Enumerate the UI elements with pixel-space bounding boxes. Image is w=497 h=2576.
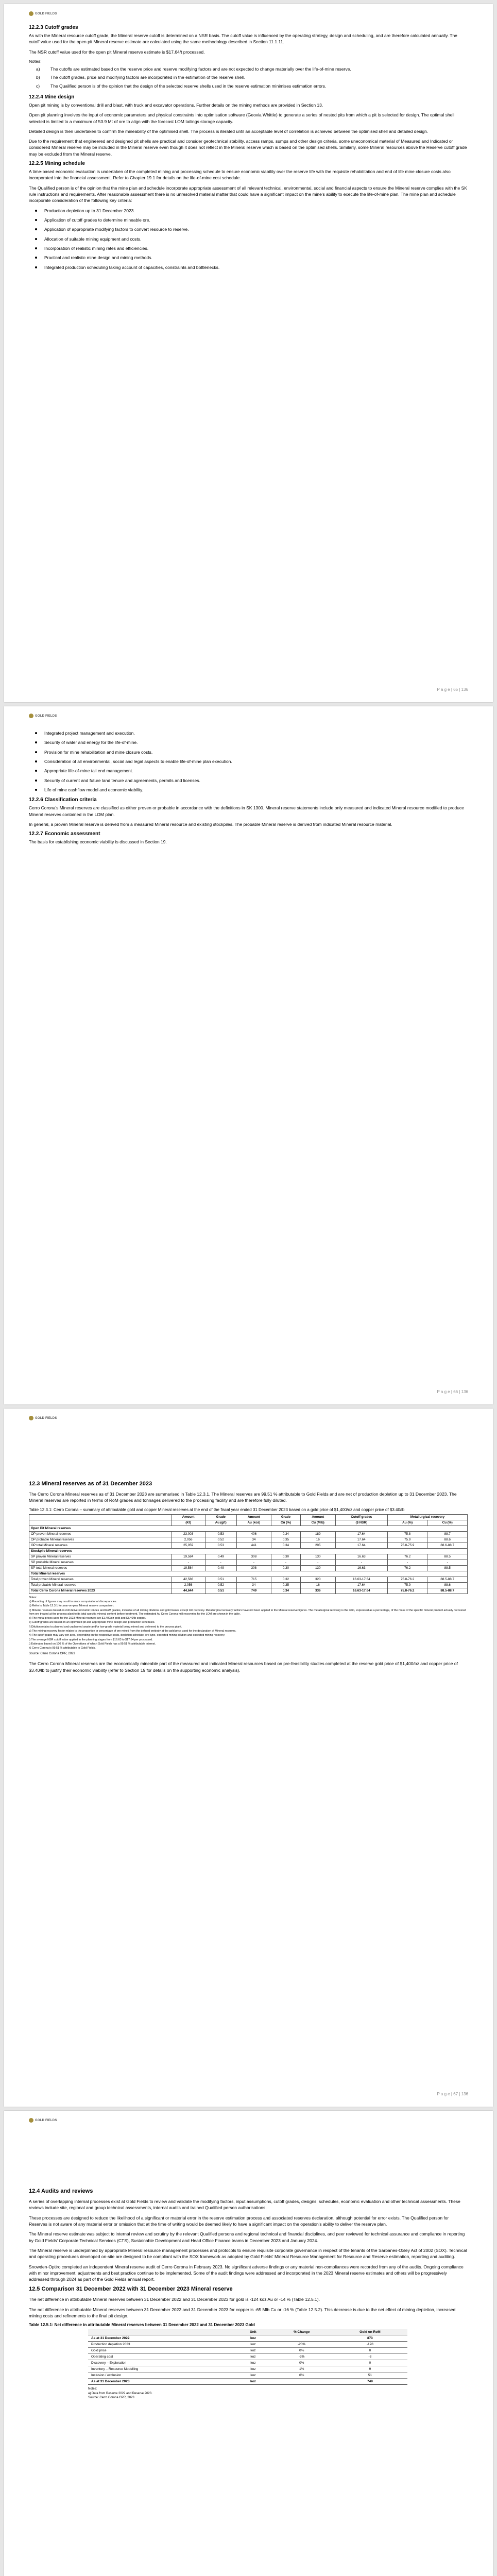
page-number: P a g e | 66 | 136: [437, 1389, 468, 1394]
table-cell: 19,584: [172, 1565, 205, 1571]
document-page-65: [4, 4, 493, 702]
table-row: [29, 1560, 468, 1565]
paragraph: The Cerro Corona Mineral reserves are the economically mineable part of the measured and indicated Mineral resources based on pre-feasibility studies completed at the reserve gold price of $1,400/oz and copper price of $3.40/lb to justify their economic viability (refer to Section 19 for details on the supporting economic analysis).: [29, 1661, 458, 1673]
table-header-cell: (Kt): [172, 1520, 205, 1526]
section-heading: 12.2.5 Mining schedule: [29, 161, 85, 167]
table-cell: 336: [300, 1588, 335, 1594]
table-note: a) Rounding of figures may result in minor computational discrepancies.: [29, 1600, 117, 1603]
table-row: [29, 1531, 468, 1537]
table-cell: 75.8-75.9: [387, 1543, 427, 1548]
table-group-row: [29, 1548, 468, 1554]
table-header-cell: Au (g/t): [205, 1520, 236, 1526]
paragraph: In general, a proven Mineral reserve is derived from a measured Mineral resource and existing stockpiles. The probable Mineral reserve is derived from indicated Mineral resource material.: [29, 821, 392, 827]
paragraph: Open pit planning involves the input of economic parameters and physical constraints into optimisation software (Geovia Whittle) to generate a series of nested pits from which a pit is selected for design. The optimal shell selected is limited to a maximum of 53.9 Mt of ore to align with the forecast LOM tailings storage capacity.: [29, 112, 455, 124]
table-header-cell: Au (%): [387, 1520, 427, 1526]
table-cell: koz: [235, 2360, 270, 2366]
table-cell: 17.64: [335, 1543, 387, 1548]
table-note: d) The metal prices used for the 2023 Mineral reserves are $1,400/oz gold and $3.40/lb copper.: [29, 1617, 146, 1620]
table-note: h) The cutoff grade may vary per area, depending on the respective costs, depletion schedule, ore type, expected mining dilution and expected mining recovery.: [29, 1634, 225, 1637]
table-cell: 44,644: [172, 1588, 205, 1594]
section-heading: 12.2.6 Classification criteria: [29, 797, 97, 803]
table-cell: -: [271, 1560, 301, 1565]
table-cell: -: [335, 1560, 387, 1565]
table-notes: [29, 1596, 468, 1651]
table-header-cell: Grade: [205, 1514, 236, 1520]
table-cell: 0.53: [205, 1543, 236, 1548]
list-item: Security of current and future land tenure and agreements, permits and licenses.: [29, 777, 468, 784]
table-cell: 0.30: [271, 1565, 301, 1571]
table-source: Source: Cerro Corona CPR, 2023: [29, 1652, 75, 1656]
paragraph: A series of overlapping internal processes exist at Gold Fields to review and validate the modifying factors, input assumptions, cutoff grades, designs, schedules, economic evaluation and other technical assessments. These reviews include site, regional and group technical assessments, internal audits and trained Qualified person authorisations.: [29, 2199, 460, 2211]
table-cell: 308: [236, 1554, 271, 1560]
table-header-cell: Cu (%): [427, 1520, 468, 1526]
logo: [29, 2118, 57, 2123]
table-header-cell: Gold on RoM: [333, 2329, 407, 2335]
table-cell: 130: [300, 1565, 335, 1571]
list-item: Integrated production scheduling taking account of capacities, constraints and bottlenecks.: [29, 264, 468, 270]
document-page-66: [4, 706, 493, 1404]
table-cell: 130: [300, 1554, 335, 1560]
table-cell: Total proven Mineral reserves: [29, 1577, 172, 1582]
table-cell: [271, 2379, 333, 2385]
table-header-cell: [29, 1514, 172, 1520]
gold-fields-logo-icon: [29, 11, 33, 16]
table-cell: -: [300, 1560, 335, 1565]
table-cell: 88.5-88.7: [427, 1577, 468, 1582]
table-cell: 205: [300, 1543, 335, 1548]
table-cell: -3: [333, 2354, 407, 2360]
table-cell: OP total Mineral reserves: [29, 1543, 172, 1548]
table-cell: 25,059: [172, 1543, 205, 1548]
section-heading: 12.2.4 Mine design: [29, 94, 75, 100]
table-caption: Table 12.5.1: Net difference in attributable Mineral reserves between 31 December 2022 and 31 December 2023 Gold: [29, 2323, 255, 2328]
table-note: f) Dilution relates to planned and unplanned waste and/or low-grade material being mined and delivered to the process plant.: [29, 1625, 182, 1629]
list-item: Practical and realistic mine design and mining methods.: [29, 255, 468, 261]
table-cell: 715: [236, 1577, 271, 1582]
table-note: k) Cerro Corona is 99.51 % attributable to Gold Fields.: [29, 1647, 96, 1650]
table-cell: SP probable Mineral reserves: [29, 1560, 172, 1565]
table-note: Notes:: [88, 2387, 97, 2391]
table-cell: koz: [235, 2354, 270, 2360]
logo: [29, 1416, 57, 1420]
table-cell: 0.30: [271, 1554, 301, 1560]
table-cell: Inventory – Resource Modelling: [88, 2366, 235, 2372]
table-cell: 16.63-17.64: [335, 1588, 387, 1594]
table-cell: 0.35: [271, 1582, 301, 1588]
table-cell: 0: [333, 2360, 407, 2366]
bullet-list: [29, 208, 468, 270]
table-cell: 34: [236, 1582, 271, 1588]
table-cell: SP total Mineral reserves: [29, 1565, 172, 1571]
table-cell: 16: [300, 1582, 335, 1588]
logo-text: GOLD FIELDS: [35, 12, 57, 15]
table-note: j) Estimates based on 100 % of the Operations of which Gold Fields has a 99.51 % attributable interest.: [29, 1642, 156, 1646]
list-item: Consideration of all environmental, social and legal aspects to enable life-of-mine plan execution.: [29, 758, 468, 765]
table-row: [29, 1543, 468, 1548]
logo-text: GOLD FIELDS: [35, 714, 57, 718]
notes-title: Notes:: [29, 58, 42, 64]
list-item: Production depletion up to 31 December 2023.: [29, 208, 468, 214]
table-cell: 0.32: [271, 1577, 301, 1582]
table-cell: 0.52: [205, 1537, 236, 1543]
table-cell: Total Cerro Corona Mineral reserves 2023: [29, 1588, 172, 1594]
logo: [29, 11, 57, 16]
section-heading: 12.5 Comparison 31 December 2022 with 31 December 2023 Mineral reserve: [29, 2286, 233, 2293]
table-cell: 75.8-76.2: [387, 1577, 427, 1582]
list-item: Life of mine cashflow model and economic viability.: [29, 787, 468, 793]
table-row: [88, 2335, 407, 2342]
table-header-cell: % Change: [271, 2329, 333, 2335]
table-note: b) Refer to Table 12.3.1 for year-on-year Mineral reserve comparison.: [29, 1604, 114, 1608]
paragraph: Due to the requirement that engineered and designed pit shells are practical and consider geotechnical stability, access ramps, sumps and other design criteria, some uneconomical material of Measured and Indicated or considered Mineral reserve may be included in the Mineral reserve even though it does not reflect in the Mineral reserve which is based on the optimised shells. Similarly, some Mineral resources above the Reserve cutoff grade may be excluded from the Mineral reserve.: [29, 139, 467, 157]
table-row: [88, 2372, 407, 2379]
table-cell: 749: [236, 1588, 271, 1594]
table-header-cell: Au (koz): [236, 1520, 271, 1526]
table-cell: -178: [333, 2342, 407, 2348]
table-cell: Operating cost: [88, 2354, 235, 2360]
bullet-list: [29, 730, 468, 793]
list-item: Provision for mine rehabilitation and mine closure costs.: [29, 749, 468, 755]
gold-fields-logo-icon: [29, 1416, 33, 1420]
table-header-cell: Unit: [235, 2329, 270, 2335]
table-cell: koz: [235, 2366, 270, 2372]
table-cell: 42,586: [172, 1577, 205, 1582]
table-cell: 441: [236, 1543, 271, 1548]
table-cell: -: [236, 1560, 271, 1565]
paragraph: Cerro Corona's Mineral reserves are classified as either proven or probable in accordance with the definitions in SK 1300. Mineral reserve statements include only measured and indicated Mineral resource modified to produce Mineral reserves contained in the LOM plan.: [29, 805, 464, 817]
table-cell: 2,056: [172, 1537, 205, 1543]
table-cell: 2,056: [172, 1582, 205, 1588]
list-item: Application of cutoff grades to determine mineable ore.: [29, 217, 468, 223]
table-notes: [88, 2387, 468, 2400]
table-cell: As at 31 December 2022: [88, 2335, 235, 2342]
note-item: a) The cutoffs are estimated based on the reserve price and reserve modifying factors and are not expected to change materially over the life-of-mine reserve.: [36, 66, 351, 72]
paragraph: A time-based economic evaluation is undertaken of the completed mining and processing schedule to ensure economic viability over the reserve life with the requisite rehabilitation and end of life mine closure costs also incorporated into the financial assessment. Refer to Chapter 19.1 for details on the life-of-mine cost schedule.: [29, 169, 451, 181]
table-cell: 0.51: [205, 1588, 236, 1594]
table-header-cell: Amount: [172, 1514, 205, 1520]
table-cell: 0.34: [271, 1543, 301, 1548]
table-cell: 17.64: [335, 1582, 387, 1588]
table-header-cell: Amount: [236, 1514, 271, 1520]
paragraph: The Mineral reserve estimate was subject to internal review and scrutiny by the relevant Qualified persons and regional technical and financial disciplines, and peer reviewed for technical assurance and compliance in reporting by Gold Fields' Corporate Technical Services (CTS), Sustainable Development and Head Office Finance teams in December 2023 and January 2024.: [29, 2231, 465, 2243]
table-cell: 76.2: [387, 1554, 427, 1560]
table-cell: koz: [235, 2372, 270, 2379]
table-cell: -: [205, 1560, 236, 1565]
document-page-67: [4, 1409, 493, 2107]
table-cell: koz: [235, 2342, 270, 2348]
list-item: Integrated project management and execution.: [29, 730, 468, 736]
paragraph: These processes are designed to reduce the likelihood of a significant or material error in the reserve estimation process and associated reserves declaration, although potential for error exists. The Qualified person for Reserves is not aware of any material error or omission that at the time of writing would be deemed likely to have a significant impact on the operation's ability to deliver the reserve plan.: [29, 2215, 449, 2227]
list-item: Allocation of suitable mining equipment and costs.: [29, 236, 468, 242]
table-note: c) Mineral reserves based on mill delivered metric tonnes and RoM grades, inclusive of all mining dilutions and gold losses except mill recovery. Metallurgical recovery factors have not been applied to the Mineral reserve figures. The metallurgical recovery is the ratio, expressed as a percentage, of the mass of the specific mineral product actually recovered from ore treated at the process plant to its total specific mineral content before treatment. The estimated Au Cerro Corona mill recoveries for the LOM are shown in the table.: [29, 1608, 467, 1616]
table-cell: 16: [300, 1537, 335, 1543]
table-cell: 0.35: [271, 1537, 301, 1543]
table-row: [29, 1588, 468, 1594]
table-note: e) Cutoff grades are based on an optimised pit and appropriate mine design and production schedules.: [29, 1621, 156, 1624]
note-item: c) The Qualified person is of the opinion that the design of the selected reserve shells used in the reserve estimation minimises estimation errors.: [36, 83, 327, 89]
table-cell: [271, 2335, 333, 2342]
list-item: Security of water and energy for the life-of-mine.: [29, 739, 468, 745]
table-cell: 75.8: [387, 1531, 427, 1537]
table-group-row: [29, 1526, 468, 1531]
table-cell: 75.9: [387, 1582, 427, 1588]
table-row: [29, 1577, 468, 1582]
table-cell: Gold price: [88, 2348, 235, 2354]
table-cell: 88.6: [427, 1582, 468, 1588]
paragraph: The Qualified person is of the opinion that the mine plan and schedule incorporate appropriate assessment of all relevant technical, environmental, social and financial aspects to ensure the Mineral reserve complies with the SK rule instructions and requirements. After reasonable assessment there is no unresolved material matter that could have a significant impact on the mine's ability to execute the life-of-mine plan. The mine plan and schedule incorporate consideration of the following key criteria:: [29, 185, 467, 204]
table-row: [29, 1537, 468, 1543]
table-cell: 75.9: [387, 1537, 427, 1543]
table-cell: Production depletion 2023: [88, 2342, 235, 2348]
table-cell: OP probable Mineral reserves: [29, 1537, 172, 1543]
table-cell: 0%: [271, 2360, 333, 2366]
table-cell: 0%: [271, 2348, 333, 2354]
table-cell: koz: [235, 2335, 270, 2342]
section-heading: 12.2.3 Cutoff grades: [29, 25, 78, 30]
table-cell: 0.34: [271, 1531, 301, 1537]
table-cell: 23,003: [172, 1531, 205, 1537]
paragraph: Open pit mining is by conventional drill and blast, with truck and excavator operations. Further details on the mining methods are provided in Section 13.: [29, 102, 323, 108]
table-cell: koz: [235, 2379, 270, 2385]
paragraph: Detailed design is then undertaken to confirm the mineability of the optimised shell. The process is iterated until an acceptable level of correlation is achieved between the optimised shell and detailed design.: [29, 128, 429, 134]
document-page-68: [4, 2111, 493, 2576]
table-header-cell: Cutoff grades: [335, 1514, 387, 1520]
table-cell: 0.51: [205, 1577, 236, 1582]
logo-text: GOLD FIELDS: [35, 2119, 57, 2122]
table-cell: 320: [300, 1577, 335, 1582]
table-cell: 34: [236, 1537, 271, 1543]
table-header-cell: Metallurgical recovery: [387, 1514, 467, 1520]
table-row: [29, 1554, 468, 1560]
paragraph: Snowden-Optiro completed an independent Mineral reserve audit of Cerro Corona in February 2023. No significant adverse findings or any material non-compliances were recorded from any of the audits. Ongoing compliance with minor improvement, adjustments and best practice continue to be implemented. Some of the audit findings were addressed and incorporated in the 2023 Mineral reserve estimates and others will be progressively addressed through 2024 as part of the Gold Fields annual report.: [29, 2264, 464, 2282]
paragraph: As with the Mineral resource cutoff grade, the Mineral reserve cutoff is determined on a NSR basis. The cutoff value is influenced by the operating strategy, design and scheduling, and are therefore calculated annually. The cutoff value used for the open pit Mineral reserve estimate are calculated using the same methodology described in Section 11.1.11.: [29, 33, 457, 45]
page-number: P a g e | 65 | 136: [437, 687, 468, 692]
table-cell: 749: [333, 2379, 407, 2385]
table-cell: 19,584: [172, 1554, 205, 1560]
paragraph: The NSR cutoff value used for the open pit Mineral reserve estimate is $17.64/t processed.: [29, 49, 205, 55]
paragraph: The Cerro Corona Mineral reserves as of 31 December 2023 are summarised in Table 12.3.1. The Mineral reserves are 99.51 % attributable to Gold Fields and are net of production depletion up to 31 December 2023. The Mineral reserves are reported in terms of RoM grades and tonnages delivered to the processing facility and are therefore fully diluted.: [29, 1492, 457, 1503]
table-cell: 88.5: [427, 1565, 468, 1571]
table-note: i) The average NSR cutoff value applied in the planning stages from $16.63 to $17.64 per processed.: [29, 1638, 153, 1641]
table-cell: -3%: [271, 2354, 333, 2360]
section-heading: 12.3 Mineral reserves as of 31 December 2023: [29, 1481, 152, 1487]
table-cell: 17.64: [335, 1531, 387, 1537]
page-number: P a g e | 67 | 136: [437, 2092, 468, 2096]
table-cell: 17.64: [335, 1537, 387, 1543]
table-cell: 1%: [271, 2366, 333, 2372]
table-row: [29, 1582, 468, 1588]
gold-fields-logo-icon: [29, 714, 33, 718]
table-header-cell: Amount: [300, 1514, 335, 1520]
table-cell: -: [427, 1560, 468, 1565]
table-row: [88, 2342, 407, 2348]
table-header-cell: ($ NSR): [335, 1520, 387, 1526]
table-header-cell: Grade: [271, 1514, 301, 1520]
table-cell: -20%: [271, 2342, 333, 2348]
gold-fields-logo-icon: [29, 2118, 33, 2123]
table-row: [88, 2360, 407, 2366]
list-item: Application of appropriate modifying factors to convert resource to reserve.: [29, 226, 468, 232]
table-cell: 0.49: [205, 1554, 236, 1560]
table-notes-title: Notes:: [29, 1596, 37, 1599]
logo: [29, 714, 57, 718]
paragraph: The basis for establishing economic viability is discussed in Section 19.: [29, 839, 167, 845]
table-header-cell: [88, 2329, 235, 2335]
table-cell: -: [387, 1560, 427, 1565]
table-cell: 76.2: [387, 1565, 427, 1571]
table-cell: 0.34: [271, 1588, 301, 1594]
table-row: [88, 2379, 407, 2385]
table-group-row: [29, 1571, 468, 1577]
table-row: [88, 2348, 407, 2354]
paragraph: The net difference in attributable Mineral reserves between 31 December 2022 and 31 December 2023 for copper is -65 Mlb Cu or -16 % (Table 12.5.2). This decrease is due to the net effect of mining depletion, increased mining costs and refinements to the final pit design.: [29, 2307, 456, 2319]
table-cell: 873: [333, 2335, 407, 2342]
table-cell: 16.63: [335, 1565, 387, 1571]
table-cell: 51: [333, 2372, 407, 2379]
table-cell: 88.5-88.7: [427, 1588, 468, 1594]
table-note: a) Data from Reserve 2022 and Reserve 2023.: [88, 2392, 152, 2395]
table-cell: 0.52: [205, 1582, 236, 1588]
table-source: Source: Cerro Corona CPR, 2023: [88, 2396, 134, 2400]
reconciliation-table: [88, 2329, 407, 2385]
table-cell: 9: [333, 2366, 407, 2372]
table-header-cell: Cu (Mlb): [300, 1520, 335, 1526]
mineral-reserves-table: [29, 1514, 468, 1594]
table-cell: 16.63: [335, 1554, 387, 1560]
table-header-cell: [29, 1520, 172, 1526]
logo-text: GOLD FIELDS: [35, 1416, 57, 1420]
table-cell: 75.8-76.2: [387, 1588, 427, 1594]
table-cell: SP proven Mineral reserves: [29, 1554, 172, 1560]
table-cell: 88.5: [427, 1554, 468, 1560]
list-item: Incorporation of realistic mining rates and efficiencies.: [29, 245, 468, 251]
section-heading: 12.4 Audits and reviews: [29, 2188, 93, 2194]
table-cell: koz: [235, 2348, 270, 2354]
table-cell: Total probable Mineral reserves: [29, 1582, 172, 1588]
table-cell: 16.63-17.64: [335, 1577, 387, 1582]
table-cell: OP proven Mineral reserves: [29, 1531, 172, 1537]
table-note: g) The mining recovery factor relates to the proportion or percentage of ore mined from the defined orebody at the gold price used for the declaration of Mineral reserves.: [29, 1630, 236, 1633]
table-cell: 0.53: [205, 1531, 236, 1537]
table-cell: 308: [236, 1565, 271, 1571]
table-group-label: Open Pit Mineral reserves: [29, 1526, 468, 1531]
table-cell: Discovery – Exploration: [88, 2360, 235, 2366]
table-cell: 406: [236, 1531, 271, 1537]
table-group-label: Stockpile Mineral reserves: [29, 1548, 468, 1554]
table-cell: 0.49: [205, 1565, 236, 1571]
table-group-label: Total Mineral reserves: [29, 1571, 468, 1577]
table-row: [29, 1565, 468, 1571]
table-cell: 88.6-88.7: [427, 1543, 468, 1548]
table-cell: -: [172, 1560, 205, 1565]
table-cell: 88.7: [427, 1531, 468, 1537]
list-item: Appropriate life-of-mine tail end management.: [29, 768, 468, 774]
paragraph: The net difference in attributable Mineral reserves between 31 December 2022 and 31 December 2023 for gold is -124 koz Au or -14 % (Table 12.5.1).: [29, 2297, 320, 2302]
table-row: [88, 2354, 407, 2360]
table-cell: As at 31 December 2023: [88, 2379, 235, 2385]
table-header-cell: Cu (%): [271, 1520, 301, 1526]
note-item: b) The cutoff grades, price and modifying factors are incorporated in the estimation of the reserve shell.: [36, 75, 245, 80]
table-row: [88, 2366, 407, 2372]
table-cell: 0: [333, 2348, 407, 2354]
table-cell: 189: [300, 1531, 335, 1537]
table-cell: Inclusion / exclusion: [88, 2372, 235, 2379]
table-cell: 88.6: [427, 1537, 468, 1543]
section-heading: 12.2.7 Economic assessment: [29, 831, 100, 837]
paragraph: The Mineral reserve is underpinned by appropriate Mineral resource management processes and protocols to ensure requisite corporate governance in respect of the tenants of the Sarbanes-Oxley Act of 2002 (SOX). Technical and operating procedures developed on-site are designed to be compliant with the SOX framework as adopted by Gold Fields' Mineral Resource Management for Resource and Reserve estimation, reporting and auditing.: [29, 2247, 467, 2260]
table-cell: 6%: [271, 2372, 333, 2379]
table-caption: Table 12.3.1: Cerro Corona – summary of attributable gold and copper Mineral reserves at the end of the fiscal year ended 31 December 2023 based on a gold price of $1,400/oz and copper price of $3.40/lb: [29, 1507, 405, 1512]
